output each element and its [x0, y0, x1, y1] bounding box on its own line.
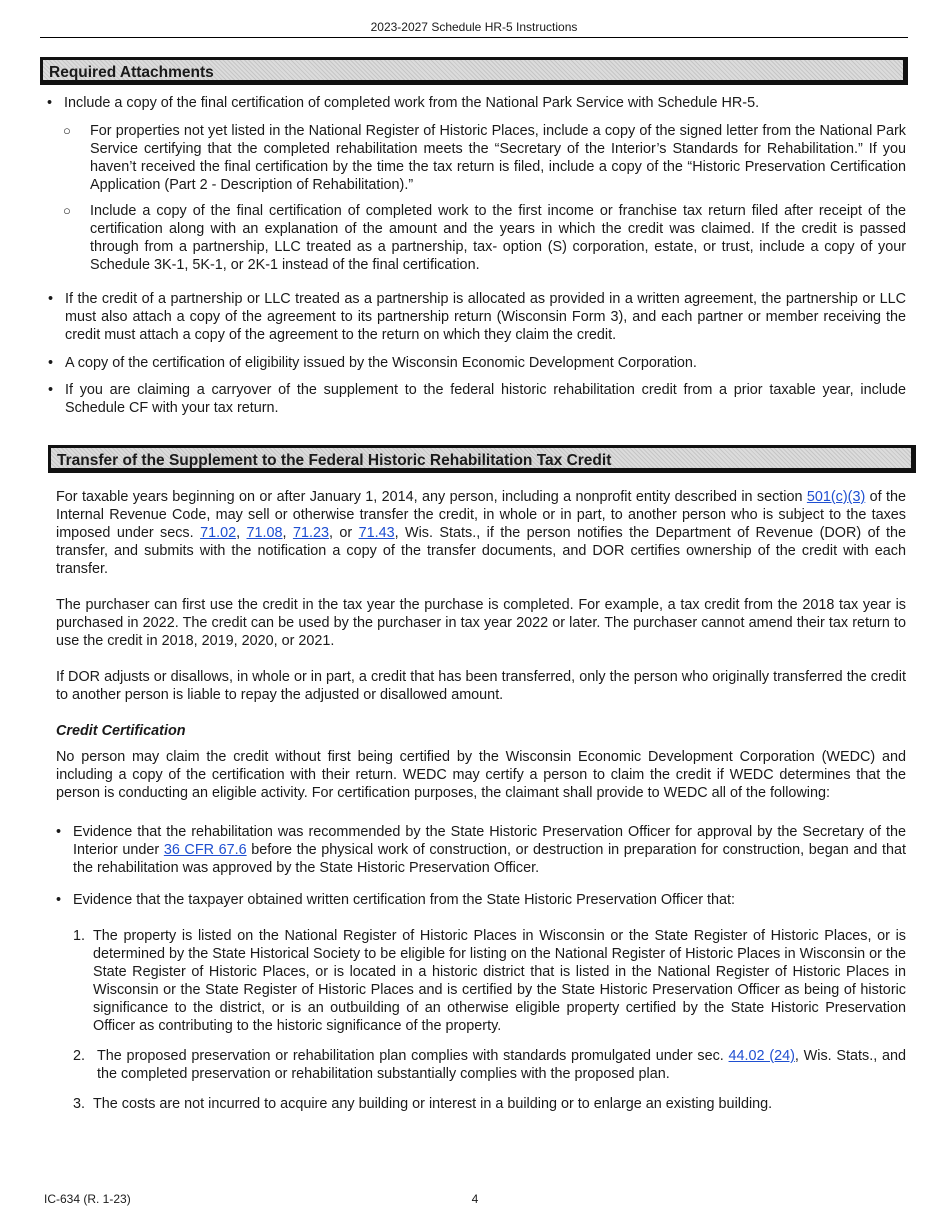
numbered-item-2: 2. The proposed preservation or rehabilitation plan complies with standards promulgated under sec. 44.02 (24), Wis. Stats., and the completed preservation or rehabilitation substantially complies with the proposed plan.: [73, 1048, 906, 1082]
section-heading-text: Required Attachments: [49, 64, 214, 81]
section-heading-text: Transfer of the Supplement to the Federal Historic Rehabilitation Tax Credit: [57, 452, 612, 469]
bullet-written-certification: • Evidence that the taxpayer obtained written certification from the State Historic Preservation Officer that:: [56, 892, 736, 908]
link-44-02-24[interactable]: 44.02 (24): [728, 1048, 795, 1064]
bullet-icon: •: [48, 382, 54, 398]
link-71-43[interactable]: 71.43: [358, 525, 395, 541]
paragraph-transfer-rules: For taxable years beginning on or after January 1, 2014, any person, including a nonprofit entity described in section 501(c)(3) of the Internal Revenue Code, may sell or otherwise transfer the credit, in whole or in part, to another person who is subject to the taxes imposed under secs. 71.02, 71.08, 71.23, or 71.43, Wis. Stats., if the person notifies the Department of Revenue (DOR) of the transfer, and submits with the notification a copy of the transfer documents, and DOR certifies ownership of the credit with each transfer.: [56, 489, 907, 577]
bullet-icon: •: [56, 824, 62, 840]
sub-bullet-first-return: ○ Include a copy of the final certification of completed work to the first income or franchise tax return filed after receipt of the certification along with an explanation of the amount and the years in which the credit was claimed. If the credit is passed through from a partnership, LLC treated as a partnership, tax- option (S) corporation, estate, or trust, include a copy of your Schedule 3K-1, 5K-1, or 2K-1 instead of the final certification.: [63, 203, 906, 273]
form-id: IC-634 (R. 1-23): [44, 1192, 131, 1206]
section-heading-required-attachments: [40, 57, 908, 85]
numbered-item-1: 1. The property is listed on the National Register of Historic Places in Wisconsin or the State Register of Historic Places, or is determined by the State Historical Society to be eligible for listing on the National Register of Historic Places in Wisconsin or the State Register of Historic Places, or is located in a historic district that is listed in the National Register of Historic Places in Wisconsin or the State Register of Historic Places and is certified by the State Historic Preservation Officer as being of historic significance to the district, or is an outbuilding of an otherwise eligible property certified by the State Historic Preservation Officer as contributing to the historic significance of the property.: [73, 928, 906, 1034]
paragraph-dor-adjusts: If DOR adjusts or disallows, in whole or in part, a credit that has been transferred, only the person who originally transferred the credit to another person is liable to repay the adjusted or disallowed amount.: [56, 669, 906, 703]
bullet-eligibility-certification: • A copy of the certification of eligibility issued by the Wisconsin Economic Development Corporation.: [48, 355, 697, 371]
link-501c3[interactable]: 501(c)(3): [806, 489, 866, 505]
bullet-partnership-agreement: • If the credit of a partnership or LLC treated as a partnership is allocated as provided in a written agreement, the partnership or LLC must also attach a copy of the agreement to its partnership return (Wisconsin Form 3), and each partner or member receiving the credit must attach a copy of the agreement to the return on which they claim the credit.: [48, 291, 906, 343]
bullet-icon: •: [47, 95, 53, 111]
page-number: 4: [471, 1192, 479, 1206]
bullet-rehabilitation-evidence: • Evidence that the rehabilitation was recommended by the State Historic Preservation Officer for approval by the Secretary of the Interior under 36 CFR 67.6 before the physical work of construction, or destruction in preparation for construction, began and that the rehabilitation was approved by the State Historic Preservation Officer.: [56, 824, 907, 876]
bullet-carryover: • If you are claiming a carryover of the supplement to the federal historic rehabilitation credit from a prior taxable year, include Schedule CF with your tax return.: [48, 382, 906, 416]
link-71-08[interactable]: 71.08: [246, 525, 283, 541]
page-header: 2023-2027 Schedule HR-5 Instructions: [40, 20, 908, 38]
circle-bullet-icon: ○: [63, 203, 71, 218]
paragraph-certification-intro: No person may claim the credit without first being certified by the Wisconsin Economic Development Corporation (WEDC) and including a copy of the certification with their return. WEDC may certify a person to claim the credit if WEDC determines that the person is conducting an eligible activity. For certification purposes, the claimant shall provide to WEDC all of the following:: [56, 749, 906, 801]
bullet-icon: •: [48, 291, 54, 307]
link-36-cfr-67-6[interactable]: 36 CFR 67.6: [163, 842, 247, 858]
link-71-23[interactable]: 71.23: [292, 525, 329, 541]
bullet-final-certification: • Include a copy of the final certification of completed work from the National Park Service with Schedule HR-5.: [47, 95, 760, 111]
link-71-02[interactable]: 71.02: [200, 525, 237, 541]
section-heading-transfer: [48, 445, 916, 473]
numbered-item-3: 3. The costs are not incurred to acquire any building or interest in a building or to enlarge an existing building.: [73, 1096, 773, 1112]
sub-bullet-not-listed: ○ For properties not yet listed in the National Register of Historic Places, include a copy of the signed letter from the National Park Service certifying that the completed rehabilitation meets the “Secretary of the Interior’s Standards for Rehabilitation.” If you haven’t received the final certification by the time the tax return is filed, include a copy of the “Historic Preservation Certification Application (Part 2 - Description of Rehabilitation).”: [63, 123, 906, 193]
subheading-credit-certification: Credit Certification: [56, 723, 186, 739]
bullet-icon: •: [56, 892, 62, 908]
paragraph-purchaser: The purchaser can first use the credit in the tax year the purchase is completed. For example, a tax credit from the 2018 tax year is purchased in 2022. The credit can be used by the purchaser in tax year 2022 or later. The purchaser cannot amend their tax return to use the credit in 2018, 2019, 2020, or 2021.: [56, 597, 906, 649]
bullet-icon: •: [48, 355, 54, 371]
circle-bullet-icon: ○: [63, 123, 71, 138]
